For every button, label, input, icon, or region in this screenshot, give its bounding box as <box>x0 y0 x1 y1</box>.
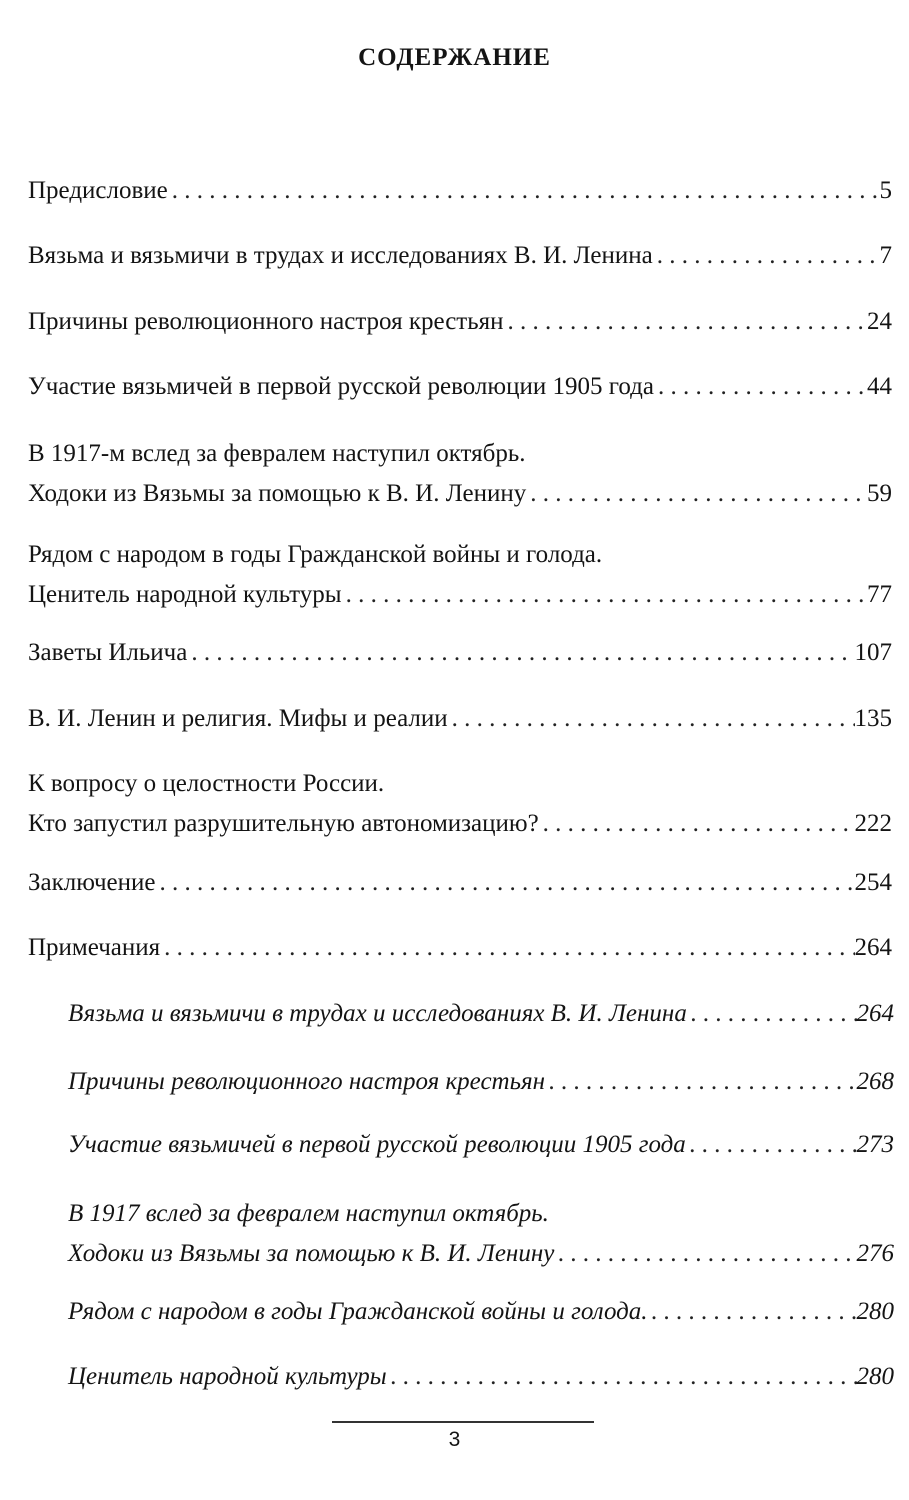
toc-entry-page: 77 <box>867 581 892 608</box>
dot-leader <box>168 171 880 211</box>
toc-note-entry <box>68 1292 894 1332</box>
toc-entry <box>28 302 892 342</box>
toc-entry-title: Вязьма и вязьмичи в трудах и исследованиях В. И. Ленина <box>28 242 653 269</box>
toc-note-entry <box>68 1062 894 1102</box>
contents-heading: СОДЕРЖАНИЕ <box>358 44 551 71</box>
toc-entry-title: Ходоки из Вязьмы за помощью к В. И. Ленину <box>68 1240 555 1267</box>
toc-entry <box>28 928 892 968</box>
toc-entry-page: 24 <box>867 308 892 335</box>
toc-entry-page: 5 <box>879 177 892 204</box>
dot-leader <box>448 699 855 739</box>
dot-leader <box>554 1234 856 1274</box>
dot-leader <box>526 474 867 514</box>
dot-leader <box>160 928 854 968</box>
dot-leader <box>687 994 857 1034</box>
dot-leader <box>387 1357 857 1397</box>
toc-entry-title: Вязьма и вязьмичи в трудах и исследованиях В. И. Ленина <box>68 1000 687 1027</box>
toc-entry-title: Кто запустил разрушительную автономизацию? <box>28 810 539 837</box>
dot-leader <box>545 1062 856 1102</box>
toc-entry-page: 59 <box>867 480 892 507</box>
toc-entry-title: Примечания <box>28 934 161 961</box>
toc-note-entry <box>68 1125 894 1165</box>
toc-entry-title: Причины революционного настроя крестьян <box>68 1068 546 1095</box>
toc-entry-title: В 1917-м вслед за февралем наступил октябрь. <box>28 440 526 467</box>
dot-leader <box>648 1292 857 1332</box>
dot-leader <box>342 575 867 615</box>
toc-entry-page: 273 <box>856 1131 894 1158</box>
toc-entry-title: Участие вязьмичей в первой русской революции 1905 года <box>28 373 654 400</box>
dot-leader <box>156 863 855 903</box>
toc-entry <box>28 434 892 514</box>
toc-entry <box>28 699 892 739</box>
page-number: 3 <box>448 1428 461 1451</box>
toc-entry-page: 254 <box>854 869 892 896</box>
toc-entry-page: 264 <box>856 1000 894 1027</box>
toc-entry-title: Участие вязьмичей в первой русской революции 1905 года <box>68 1131 686 1158</box>
dot-leader <box>686 1125 857 1165</box>
dot-leader <box>187 633 854 673</box>
dot-leader <box>504 302 867 342</box>
toc-entry <box>28 236 892 276</box>
toc-entry <box>28 367 892 407</box>
toc-note-entry <box>68 1357 894 1397</box>
toc-entry-title: К вопросу о целостности России. <box>28 770 385 797</box>
toc-entry-page: 222 <box>854 810 892 837</box>
toc-entry <box>28 633 892 673</box>
toc-entry-title: В 1917 вслед за февралем наступил октябрь. <box>68 1200 549 1227</box>
footer-divider <box>332 1421 594 1423</box>
toc-entry-page: 107 <box>854 639 892 666</box>
toc-entry <box>28 535 892 615</box>
toc-entry-title: Ходоки из Вязьмы за помощью к В. И. Ленину <box>28 480 527 507</box>
toc-entry-title: В. И. Ленин и религия. Мифы и реалии <box>28 705 448 732</box>
toc-entry <box>28 171 892 211</box>
toc-entry-title: Заключение <box>28 869 156 896</box>
toc-entry-title: Предисловие <box>28 177 168 204</box>
toc-entry-title: Заветы Ильича <box>28 639 188 666</box>
dot-leader <box>654 367 867 407</box>
dot-leader <box>539 804 855 844</box>
toc-entry-page: 276 <box>856 1240 894 1267</box>
toc-entry-page: 7 <box>879 242 892 269</box>
toc-entry-title: Рядом с народом в годы Гражданской войны и голода. <box>68 1298 648 1325</box>
dot-leader <box>653 236 880 276</box>
toc-note-entry <box>68 994 894 1034</box>
toc-entry-title: Рядом с народом в годы Гражданской войны и голода. <box>28 541 603 568</box>
toc-entry-title: Причины революционного настроя крестьян <box>28 308 504 335</box>
toc-entry-page: 280 <box>856 1363 894 1390</box>
toc-entry-page: 268 <box>856 1068 894 1095</box>
toc-entry-page: 135 <box>854 705 892 732</box>
toc-entry-page: 44 <box>867 373 892 400</box>
toc-note-entry <box>68 1194 894 1274</box>
toc-entry-page: 280 <box>856 1298 894 1325</box>
toc-entry-title: Ценитель народной культуры <box>28 581 342 608</box>
toc-entry-title: Ценитель народной культуры <box>68 1363 387 1390</box>
toc-entry <box>28 764 892 844</box>
toc-entry <box>28 863 892 903</box>
toc-entry-page: 264 <box>854 934 892 961</box>
